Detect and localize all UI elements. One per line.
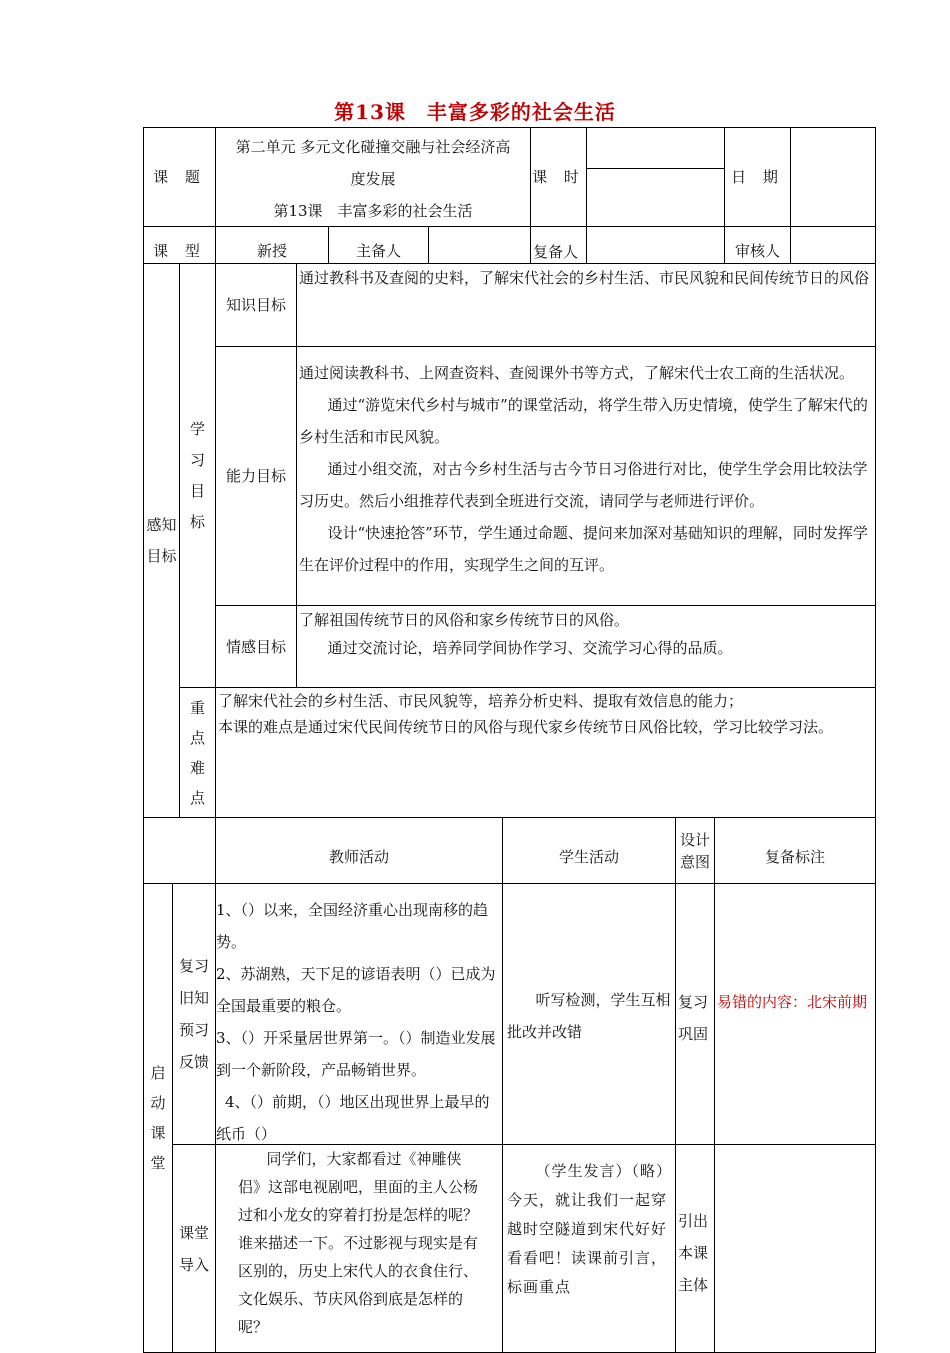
topic-label-cell: 课 题	[143, 127, 216, 227]
intro-teacher-cell	[215, 1144, 503, 1353]
hours-value-bottom	[586, 168, 725, 227]
goals-group-label: 感知目标	[143, 263, 180, 818]
emotion-para-1: 了解祖国传统节日的风俗和家乡传统节日的风俗。	[299, 611, 630, 629]
topic-line-1: 第二单元 多元文化碰撞交融与社会经济高	[235, 138, 511, 156]
review-note-text: 易错的内容：北宋前期	[717, 993, 868, 1011]
review-student-cell	[502, 883, 676, 1145]
knowledge-text-cell	[296, 263, 876, 347]
review-note-cell	[714, 883, 876, 1145]
key-difficulty-text-cell	[215, 687, 876, 818]
hours-value-top	[586, 127, 725, 169]
intro-student-cell	[502, 1144, 676, 1353]
intro-intent-cell	[675, 1144, 715, 1353]
ability-text-cell	[296, 346, 876, 606]
intro-note-cell	[714, 1144, 876, 1353]
knowledge-label-cell: 知识目标	[215, 263, 297, 347]
review-intent-cell	[675, 883, 715, 1145]
study-goals-label: 学习目标	[179, 263, 216, 688]
key-difficulty-label: 重点难点	[179, 687, 216, 818]
review-item-1: 1、（）以来，全国经济重心出现南移的趋势。	[216, 901, 489, 951]
emotion-para-2: 通过交流讨论，培养同学间协作学习、交流学习心得的品质。	[327, 639, 733, 657]
page-title: 第13课 丰富多彩的社会生活	[334, 100, 616, 124]
ability-label-cell: 能力目标	[215, 346, 297, 606]
review-item-3: 3、（）开采量居世界第一。（）制造业发展到一个新阶段，产品畅销世界。	[216, 1029, 496, 1079]
review-item-4: 4、（）前期，（）地区出现世界上最早的纸币（）	[216, 1093, 490, 1143]
intro-intent-text: 引出本课主体	[678, 1212, 709, 1294]
emotion-label-cell: 情感目标	[215, 605, 297, 688]
student-activity-header: 学生活动	[502, 817, 676, 884]
hours-label-cell: 课 时	[530, 127, 587, 227]
knowledge-text: 通过教科书及查阅的史料，了解宋代社会的乡村生活、市民风貌和民间传统节日的风俗	[299, 269, 870, 287]
revision-notes-header: 复备标注	[714, 817, 876, 884]
review-label-cell: 复习旧知预习反馈	[172, 883, 216, 1145]
intro-student-text: （学生发言）（略）今天，就让我们一起穿越时空隧道到宋代好好看看吧！读课前引言，标画重点	[507, 1162, 668, 1296]
topic-line-3: 第13课 丰富多彩的社会生活	[273, 202, 473, 220]
key-para-1: 了解宋代社会的乡村生活、市民风貌等，培养分析史料、提取有效信息的能力；	[218, 692, 744, 710]
ability-para-4: 设计“快速抢答”环节，学生通过命题、提问来加深对基础知识的理解，同时发挥学生在评价过程中的作用，实现学生之间的互评。	[299, 524, 868, 574]
teacher-activity-header: 教师活动	[215, 817, 503, 884]
co-value-cell	[586, 226, 725, 264]
host-label-cell: 主备人	[328, 226, 429, 264]
host-value-cell	[428, 226, 531, 264]
date-label-cell: 日 期	[724, 127, 791, 227]
review-item-2: 2、苏湖熟，天下足的谚语表明（）已成为全国最重要的粮仓。	[216, 965, 496, 1015]
design-intent-header: 设计意图	[675, 817, 715, 884]
intro-teacher-text: 同学们，大家都看过《神雕侠侣》这部电视剧吧，里面的主人公杨过和小龙女的穿着打扮是怎样的呢？谁来描述一下。不过影视与现实是有区别的，历史上宋代人的衣食住行、文化娱乐、节庆风俗到底是怎样的呢？	[238, 1150, 479, 1336]
ability-para-3: 通过小组交流，对古今乡村生活与古今节日习俗进行对比，使学生学会用比较法学习历史。然后小组推荐代表到全班进行交流，请同学与老师进行评价。	[299, 460, 868, 510]
ability-para-1: 通过阅读教科书、上网查资料、查阅课外书等方式，了解宋代士农工商的生活状况。	[299, 364, 855, 382]
emotion-text-cell	[296, 605, 876, 688]
co-label-cell: 复备人	[530, 226, 587, 264]
stage-label-cell: 启动课堂	[143, 883, 173, 1353]
review-student-text: 听写检测，学生互相批改并改错	[507, 991, 671, 1041]
reviewer-label-cell: 审核人	[724, 226, 791, 264]
activity-header-blank	[143, 817, 216, 884]
type-value-cell: 新授	[215, 226, 329, 264]
type-label-cell: 课 型	[143, 226, 216, 264]
key-para-2: 本课的难点是通过宋代民间传统节日的风俗与现代家乡传统节日风俗比较，学习比较学习法。	[218, 718, 834, 736]
date-value-cell	[790, 127, 876, 227]
ability-para-2: 通过“游览宋代乡村与城市”的课堂活动，将学生带入历史情境，使学生了解宋代的乡村生活和市民风貌。	[299, 396, 868, 446]
topic-line-2: 度发展	[350, 170, 396, 188]
review-intent-text: 复习巩固	[678, 993, 709, 1043]
review-teacher-cell	[215, 883, 503, 1145]
topic-value-cell	[215, 127, 531, 227]
reviewer-value-cell	[790, 226, 876, 264]
intro-label-cell: 课堂导入	[172, 1144, 216, 1353]
